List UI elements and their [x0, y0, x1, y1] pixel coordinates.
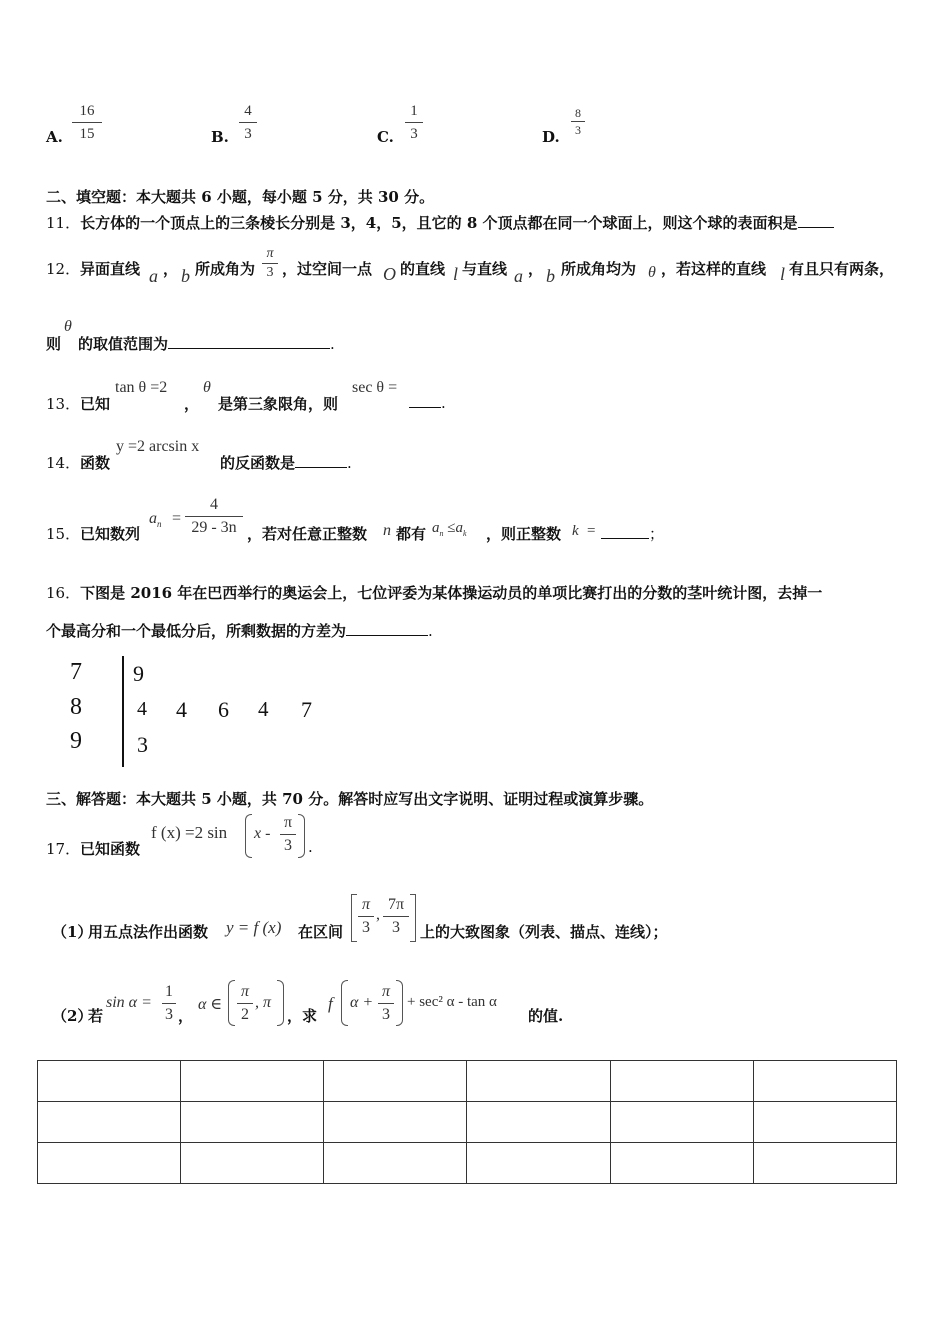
- q17-p1-expr: y = f (x): [226, 918, 282, 937]
- q12-text-7: ，若这样的直线: [661, 260, 767, 278]
- q17-p1-bracket-right: [410, 894, 416, 942]
- q12-theta-2: θ: [64, 318, 72, 335]
- option-a-denominator: 15: [79, 126, 95, 142]
- table-row: [38, 1061, 897, 1102]
- q17-p2-paren-left: [228, 980, 235, 1026]
- q15-ineq-a: a: [432, 520, 440, 536]
- q15-answer-blank[interactable]: [601, 524, 649, 539]
- q15-text-3: 都有: [396, 525, 427, 543]
- q17-p2-range-fraction: [237, 982, 253, 1025]
- q12-point-o: O: [383, 264, 396, 284]
- leaf-9-0: 3: [137, 732, 148, 757]
- q13-theta: θ: [203, 379, 211, 396]
- q15-ineq-b: a: [455, 520, 463, 536]
- option-d-fraction: [571, 106, 585, 137]
- q17-listing-table: [37, 1060, 897, 1184]
- q15-le: ≤: [447, 520, 456, 536]
- q12-line2-pre: 则: [46, 335, 62, 353]
- q11: [46, 212, 834, 233]
- q17-text-1: 已知函数: [80, 840, 141, 858]
- q16-text-2: 个最高分和一个最低分后，所剩数据的方差为: [46, 622, 347, 640]
- q13-text-3: 是第三象限角，则: [218, 395, 339, 413]
- table-cell[interactable]: [181, 1102, 324, 1143]
- q17-p2-sin-num: 1: [165, 983, 173, 1000]
- q15-text-4: ，则正整数: [486, 525, 562, 543]
- q13-tan-expr: tan θ =2: [115, 379, 168, 396]
- q15-an-sub: n: [157, 519, 162, 530]
- q13-number: 13．: [46, 395, 81, 413]
- q16-answer-blank[interactable]: [346, 621, 428, 636]
- section3-title: 三、解答题：本大题共 5 小题，共 70 分。解答时应写出文字说明、证明过程或演算步骤。: [46, 790, 654, 808]
- q17-p1-right-fraction: [383, 895, 409, 938]
- q17-p2-shift-num: π: [381, 983, 390, 1000]
- q17-p2-sin-fraction: [162, 982, 176, 1025]
- stem-9: 9: [70, 728, 82, 754]
- table-cell[interactable]: [324, 1102, 467, 1143]
- q15-an: [149, 510, 162, 529]
- q14-tail: [220, 452, 352, 473]
- q17-p2-range-den: 2: [241, 1006, 249, 1023]
- q17-p1-bracket-left: [351, 894, 357, 942]
- q12-comma-2: ，: [528, 260, 544, 278]
- q11-number: 11．: [46, 214, 81, 232]
- table-cell[interactable]: [324, 1143, 467, 1184]
- option-a-fraction: [72, 101, 102, 144]
- table-cell[interactable]: [753, 1143, 896, 1184]
- q12-text-8: 有且只有两条，: [789, 260, 895, 278]
- q17-p2-f: f: [328, 994, 333, 1013]
- option-c-label: C.: [377, 128, 394, 146]
- table-cell[interactable]: [753, 1102, 896, 1143]
- q16-end: .: [428, 622, 433, 640]
- option-a-label: A.: [46, 128, 63, 146]
- q12-text-2: 所成角为: [195, 260, 256, 278]
- option-b-label: B.: [211, 128, 229, 146]
- option-d-label: D.: [542, 128, 560, 146]
- q12-text-1: 异面直线: [80, 260, 141, 278]
- q17-p1-left-num: π: [361, 896, 370, 913]
- q17-p2-shift-fraction: [378, 982, 394, 1025]
- q15-text-1: 已知数列: [80, 525, 141, 543]
- option-b-numerator: 4: [244, 103, 252, 119]
- q12-text-6: 所成角均为: [561, 260, 637, 278]
- q15-ineq-sub-k: k: [462, 529, 467, 538]
- q15-an-letter: a: [149, 510, 157, 527]
- q17-p1-text-3: 上的大致图象（列表、描点、连线）；: [420, 923, 668, 941]
- q12-angle-numerator: π: [266, 246, 274, 261]
- q13-text-1: 已知: [80, 395, 111, 413]
- table-cell[interactable]: [38, 1102, 181, 1143]
- q15-numerator: 4: [210, 496, 218, 513]
- table-cell[interactable]: [753, 1061, 896, 1102]
- q12-var-b: b: [181, 266, 190, 286]
- q17-paren-right: [298, 814, 305, 858]
- q17-p2-sin: sin α =: [106, 994, 152, 1011]
- q12-theta: θ: [648, 264, 656, 281]
- option-d-denominator: 3: [575, 123, 581, 137]
- q12-comma: ，: [163, 260, 179, 278]
- q17-p2-text-1: 若: [88, 1007, 104, 1025]
- q12-number: 12．: [46, 260, 81, 278]
- q17-func-expr: f (x) =2 sin: [151, 823, 228, 842]
- q17-fraction: [280, 813, 296, 856]
- q14-expr: y =2 arcsin x: [116, 438, 200, 455]
- q17-p2-label: （2）: [52, 1007, 93, 1025]
- q17-x-minus: x -: [254, 825, 271, 842]
- q15-ineq-sub-n: n: [439, 529, 444, 538]
- table-cell[interactable]: [467, 1143, 610, 1184]
- table-cell[interactable]: [181, 1061, 324, 1102]
- q17-p2-paren2-right: [396, 980, 403, 1026]
- q14-text-2: 的反函数是: [220, 454, 296, 472]
- q12-angle-denominator: 3: [266, 265, 274, 280]
- q12-answer-blank[interactable]: [168, 334, 330, 349]
- table-row: [38, 1143, 897, 1184]
- q12-line2-end: .: [330, 335, 335, 353]
- q12-var-a: a: [149, 266, 158, 286]
- q11-answer-blank[interactable]: [798, 213, 834, 228]
- q17-p2-pi: , π: [255, 994, 272, 1011]
- leaf-8-0: 4: [137, 698, 147, 720]
- option-c-denominator: 3: [410, 126, 418, 142]
- q11-text: 长方体的一个顶点上的三条棱长分别是 3，4，5，且它的 8 个顶点都在同一个球面上，则这个球的表面积是: [80, 214, 798, 232]
- option-a-numerator: 16: [79, 103, 95, 119]
- option-b-denominator: 3: [244, 126, 252, 142]
- q15-fraction: [185, 495, 243, 538]
- q13-answer-blank[interactable]: [409, 393, 441, 408]
- q17-p1-right-den: 3: [392, 919, 400, 936]
- option-c-numerator: 1: [410, 103, 418, 119]
- q17-end: .: [308, 838, 313, 856]
- table-cell[interactable]: [610, 1102, 753, 1143]
- q12-var-b-2: b: [546, 266, 555, 286]
- q15-end: ；: [649, 525, 665, 543]
- q15-var-k: k: [572, 523, 579, 539]
- q12-text-4: 的直线: [400, 260, 446, 278]
- q14-answer-blank[interactable]: [295, 453, 347, 468]
- q16-line1: [46, 582, 822, 603]
- q17-p2-paren-right: [277, 980, 284, 1026]
- q16-number: 16．: [46, 584, 81, 602]
- q17-p2-alpha-in: α ∈: [198, 996, 223, 1013]
- q13-answer: [409, 393, 446, 412]
- q17-p2-text-2: ，求: [287, 1007, 318, 1025]
- option-c-fraction: [405, 101, 423, 144]
- table-cell[interactable]: [467, 1061, 610, 1102]
- leaf-8-1: 4: [176, 697, 187, 722]
- q13-comma: ，: [184, 395, 200, 413]
- q17-p1-text-1: 用五点法作出函数: [88, 923, 209, 941]
- q17-denominator: 3: [284, 837, 292, 854]
- q17-p2-rest: + sec² α - tan α: [407, 994, 497, 1010]
- leaf-8-2: 6: [218, 697, 229, 722]
- stem-7: 7: [70, 659, 82, 685]
- q12-line2: [78, 333, 335, 354]
- q15-answer: [601, 523, 664, 544]
- q17-p2-paren2-left: [341, 980, 348, 1026]
- q17-p1-left-den: 3: [362, 919, 370, 936]
- section2-title: 二、填空题：本大题共 6 小题，每小题 5 分，共 30 分。: [46, 188, 435, 206]
- q15-inequality: [432, 520, 467, 538]
- q15-text-2: ，若对任意正整数: [247, 525, 368, 543]
- q17-p2-range-num: π: [240, 983, 249, 1000]
- q14-number: 14．: [46, 454, 81, 472]
- q12-text-3: ，过空间一点: [282, 260, 373, 278]
- q12-var-a-2: a: [514, 266, 523, 286]
- q17-p2-comma: ，: [178, 1007, 194, 1025]
- q12-line-l: l: [453, 264, 459, 284]
- q15-eq: =: [172, 510, 182, 527]
- q12-angle-fraction: [262, 246, 278, 281]
- table-cell[interactable]: [610, 1143, 753, 1184]
- q12-text-5: 与直线: [462, 260, 508, 278]
- q17-p1-right-num: 7π: [387, 896, 405, 913]
- leaf-7-0: 9: [133, 661, 144, 686]
- option-d-numerator: 8: [575, 106, 581, 120]
- q17-p2-sin-den: 3: [165, 1006, 173, 1023]
- q15-eq2: =: [587, 523, 596, 539]
- q17-paren-left: [245, 814, 252, 858]
- q17-p1-text-2: 在区间: [298, 923, 344, 941]
- table-row: [38, 1102, 897, 1143]
- table-cell[interactable]: [38, 1061, 181, 1102]
- q17-p1-label: （1）: [52, 923, 93, 941]
- q17-p2-shift-den: 3: [382, 1006, 390, 1023]
- table-cell[interactable]: [38, 1143, 181, 1184]
- q13-sec-expr: sec θ =: [352, 379, 398, 396]
- leaf-8-3: 4: [258, 697, 269, 721]
- q16-text-1: 下图是 2016 年在巴西举行的奥运会上，七位评委为某体操运动员的单项比赛打出的分数的茎叶统计图，去掉一: [80, 584, 823, 602]
- q17-numerator: π: [283, 814, 293, 831]
- q15-denominator: 29 - 3n: [191, 519, 237, 536]
- q14-end: .: [347, 454, 352, 472]
- option-b-fraction: [239, 101, 257, 144]
- q16-line2: [46, 620, 433, 641]
- leaf-8-4: 7: [301, 697, 312, 722]
- q14-text-1: 函数: [80, 454, 111, 472]
- table-cell[interactable]: [610, 1061, 753, 1102]
- q15-number: 15．: [46, 525, 81, 543]
- table-cell[interactable]: [324, 1061, 467, 1102]
- q17-p2-alpha-plus: α +: [350, 994, 374, 1011]
- q15-var-n: n: [383, 522, 391, 539]
- stem-leaf-divider: [122, 656, 124, 767]
- q12-line-l-2: l: [780, 264, 786, 284]
- q17-p1-left-fraction: [358, 895, 374, 938]
- q13-end: .: [441, 394, 446, 412]
- table-cell[interactable]: [181, 1143, 324, 1184]
- q12-line2-text: 的取值范围为: [78, 335, 169, 353]
- table-cell[interactable]: [467, 1102, 610, 1143]
- q17-p1-comma: ,: [376, 906, 380, 923]
- q17-number: 17．: [46, 840, 81, 858]
- q17-p2-text-3: 的值.: [528, 1007, 564, 1025]
- stem-8: 8: [70, 694, 82, 720]
